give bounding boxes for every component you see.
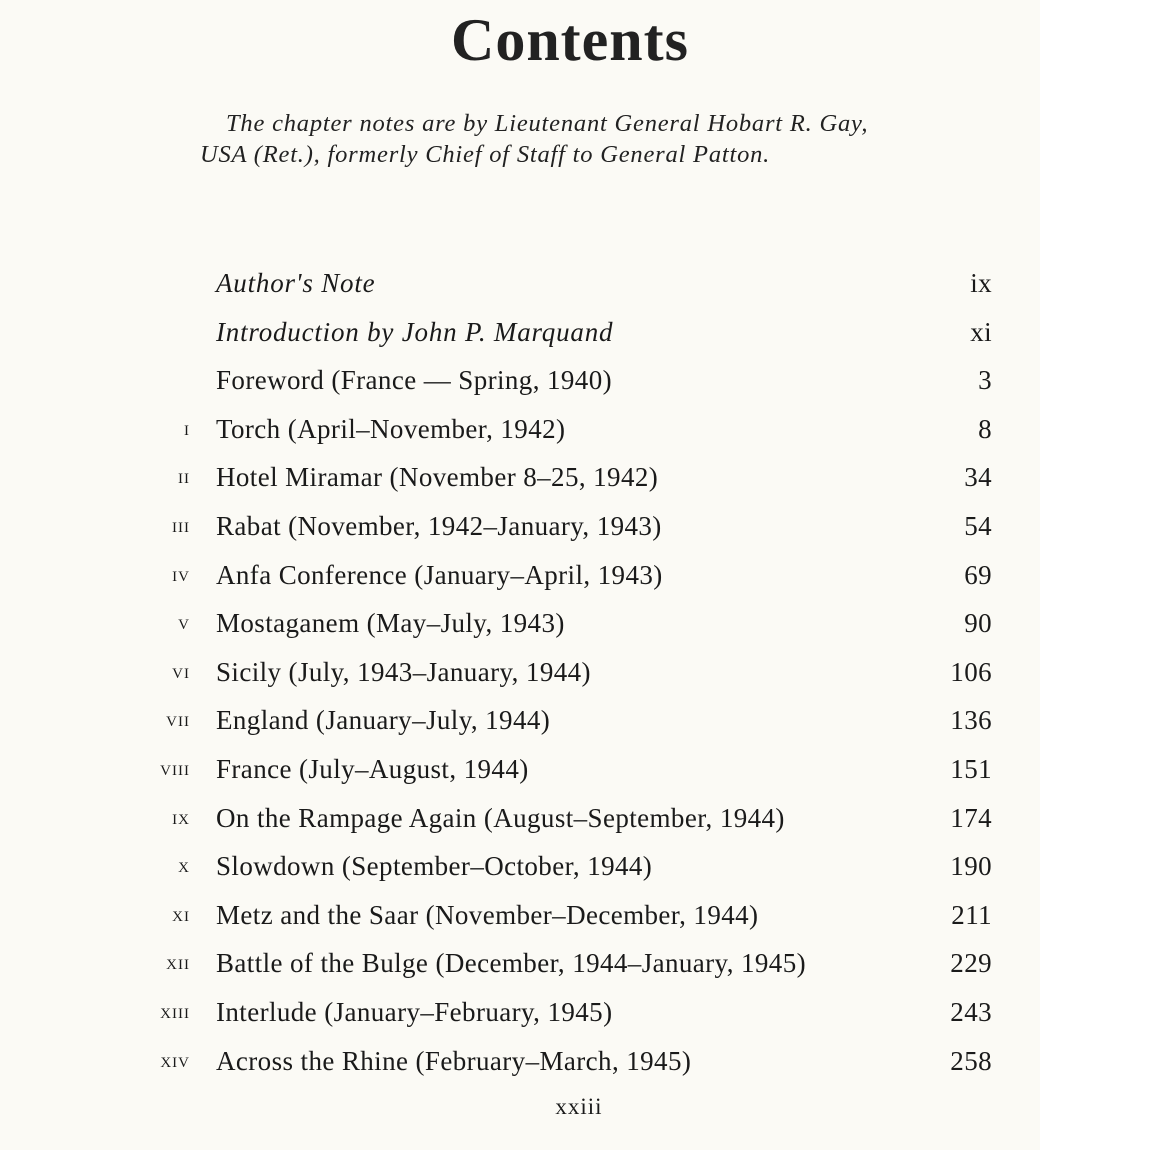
table-of-contents bbox=[0, 264, 1040, 1090]
chapter-number: iv bbox=[172, 561, 190, 586]
toc-entry bbox=[0, 993, 1040, 1042]
chapter-number: xi bbox=[172, 901, 190, 926]
page-number: 90 bbox=[964, 608, 992, 639]
entry-title: Mostaganem (May–July, 1943) bbox=[216, 608, 565, 639]
entry-title: Metz and the Saar (November–December, 1944) bbox=[216, 899, 759, 930]
notes-line-1: The chapter notes are by Lieutenant General Hobart R. Gay, bbox=[226, 110, 869, 137]
page-number: 69 bbox=[964, 559, 992, 590]
entry-title: Battle of the Bulge (December, 1944–January, 1945) bbox=[216, 948, 806, 979]
chapter-number: xii bbox=[166, 950, 190, 975]
entry-title: Author's Note bbox=[216, 268, 376, 298]
page-title: Contents bbox=[450, 7, 689, 73]
entry-title: Anfa Conference (January–April, 1943) bbox=[216, 559, 663, 590]
entry-title: Interlude (January–February, 1945) bbox=[216, 996, 613, 1027]
chapter-number: vi bbox=[172, 658, 190, 683]
entry-title: Introduction by John P. Marquand bbox=[216, 316, 614, 347]
chapter-number: iii bbox=[172, 512, 190, 537]
chapter-number: xiii bbox=[160, 998, 190, 1023]
toc-entry bbox=[0, 1042, 1040, 1091]
entry-title: Rabat (November, 1942–January, 1943) bbox=[216, 510, 662, 541]
entry-title: On the Rampage Again (August–September, 1944) bbox=[216, 802, 785, 833]
chapter-number: v bbox=[178, 610, 190, 635]
entry-title: Sicily (July, 1943–January, 1944) bbox=[216, 656, 591, 687]
page-number: 243 bbox=[950, 996, 992, 1027]
chapter-notes-credit bbox=[200, 108, 960, 170]
toc-entry bbox=[0, 604, 1040, 653]
page-number: 229 bbox=[950, 948, 992, 979]
toc-entry bbox=[0, 896, 1040, 945]
page-folio: xxiii bbox=[555, 1094, 603, 1119]
toc-entry bbox=[0, 264, 1040, 313]
page-number: xi bbox=[970, 316, 992, 347]
toc-entry bbox=[0, 944, 1040, 993]
page-number: 151 bbox=[950, 753, 992, 784]
page-number: 106 bbox=[950, 656, 992, 687]
entry-title: England (January–July, 1944) bbox=[216, 705, 551, 736]
toc-entry bbox=[0, 313, 1040, 362]
toc-entry bbox=[0, 458, 1040, 507]
page-number: 136 bbox=[950, 705, 992, 736]
chapter-number: ix bbox=[172, 804, 190, 829]
chapter-number: viii bbox=[160, 755, 190, 780]
page-number: 174 bbox=[950, 802, 992, 833]
chapter-number: i bbox=[184, 415, 190, 440]
toc-entry bbox=[0, 507, 1040, 556]
page-number: 258 bbox=[950, 1045, 992, 1076]
entry-title: France (July–August, 1944) bbox=[216, 753, 529, 784]
toc-entry bbox=[0, 701, 1040, 750]
toc-entry bbox=[0, 799, 1040, 848]
notes-line-2: USA (Ret.), formerly Chief of Staff to General Patton. bbox=[200, 141, 771, 168]
entry-title: Hotel Miramar (November 8–25, 1942) bbox=[216, 462, 659, 493]
toc-entry bbox=[0, 361, 1040, 410]
entry-title: Foreword (France — Spring, 1940) bbox=[216, 365, 612, 396]
toc-entry bbox=[0, 847, 1040, 896]
page-number: 190 bbox=[950, 851, 992, 882]
page-number: 34 bbox=[964, 462, 992, 493]
chapter-number: vii bbox=[166, 707, 190, 732]
chapter-number: xiv bbox=[160, 1047, 190, 1072]
entry-title: Across the Rhine (February–March, 1945) bbox=[216, 1045, 692, 1076]
chapter-number: x bbox=[178, 853, 190, 878]
toc-entry bbox=[0, 750, 1040, 799]
toc-entry bbox=[0, 653, 1040, 702]
toc-entry bbox=[0, 410, 1040, 459]
page-number: 54 bbox=[964, 510, 992, 541]
entry-title: Torch (April–November, 1942) bbox=[216, 413, 566, 444]
page-number: ix bbox=[970, 268, 992, 298]
page-number: 211 bbox=[951, 899, 992, 930]
chapter-number: ii bbox=[178, 464, 190, 489]
page-number: 8 bbox=[978, 413, 992, 444]
entry-title: Slowdown (September–October, 1944) bbox=[216, 851, 653, 882]
page-number: 3 bbox=[978, 365, 992, 396]
toc-entry bbox=[0, 556, 1040, 605]
